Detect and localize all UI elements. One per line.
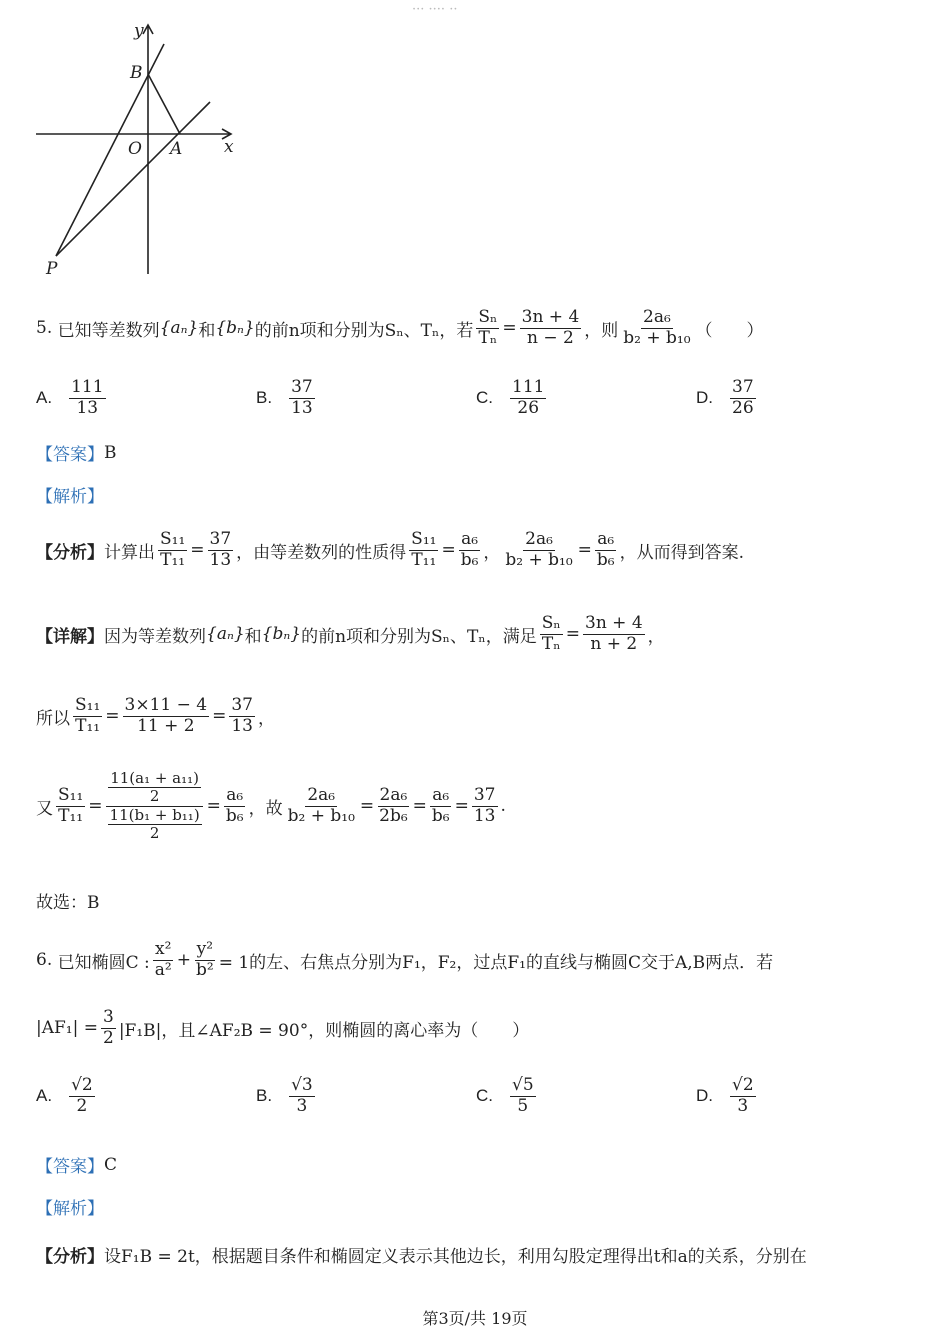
q5-stem: 5. 已知等差数列 {aₙ} 和 {bₙ} 的前n项和分别为Sₙ、Tₙ，若 $\frac{\text{Sₙ}}{\text{Tₙ}}$ = $\frac{3n + 4}{n - 2}$ ，则 $\frac{\text{2a₆}}{\text{b₂ + b₁₀}}$ （ ） [36,307,764,348]
q5-ask: $\frac{\text{2a₆}}{\text{b₂ + b₁₀}}$ [623,307,691,348]
label-o: O [128,139,142,159]
q5-option-d[interactable]: D. $\frac{37}{26}$ [696,377,754,418]
q5-big-fraction: $\frac{\frac{\text{11(a₁ + a₁₁)}}{2}}{\frac{\text{11(b₁ + b₁₁)}}{2}}$ [106,770,204,842]
q6-option-c[interactable]: C. $\frac{√5}{5}$ [476,1075,534,1116]
label-a: A [170,139,183,159]
q6-option-a[interactable]: A. $\frac{√2}{2}$ [36,1075,93,1116]
q5-option-c[interactable]: C. $\frac{111}{26}$ [476,377,545,418]
q6-fenxi: 【分析】 设F₁B = 2t，根据题目条件和椭圆定义表示其他边长，利用勾股定理得出t和a的关系，分别在 [36,1247,807,1267]
segment-ba [148,74,180,134]
q5-you: 又 $\frac{\text{S₁₁}}{\text{T₁₁}}$ = $\frac{\frac{\text{11(a₁ + a₁₁)}}{2}}{\frac{\text{11(b₁ + b₁₁)}}{2}}$ = $\frac{\text{a₆}}{\text{b₆}}$ ，故 $\frac{\text{2a₆}}{\text{b₂ + b₁₀}}$ = $\frac{\text{2a₆}}{\text{2b₆}}$ = $\frac{\text{a₆}}{\text{b₆}}$ = $\frac{37}{13}$ . [36,769,506,842]
q5-ratio: $\frac{\text{Sₙ}}{\text{Tₙ}}$ [478,307,498,348]
q6-analysis-tag: 【解析】 [36,1199,104,1219]
q6-stem: 6. 已知椭圆C : $\frac{\text{x²}}{\text{a²}}$ + $\frac{\text{y²}}{\text{b²}}$ = 1的左、右焦点分别为F₁，F₂，过点F₁的直线与椭圆C交于A,B两点．若 [36,939,774,980]
q5-choose: 故选：B [36,893,100,913]
label-x: x [224,137,234,157]
q5-answer: 【答案】 B [36,442,117,465]
q6-answer: 【答案】 C [36,1154,118,1177]
q5-analysis-tag: 【解析】 [36,487,104,507]
q5-rhs: $\frac{3n + 4}{n - 2}$ [521,307,580,348]
q6-stem-line2: |AF₁| = $\frac{3}{2}$ |F₁B|，且∠AF₂B = 90°，则椭圆的离心率为（ ） [36,1007,530,1048]
geometry-figure [30,16,250,278]
label-b: B [130,63,143,83]
page-footer: 第3页/共 19页 [422,1309,528,1328]
header-remnant: ··· ···· ·· [412,2,458,17]
q6-number: 6. [36,950,53,971]
q6-option-b[interactable]: B. $\frac{√3}{3}$ [256,1075,313,1116]
label-p: P [46,259,58,278]
q5-number: 5. [36,318,53,339]
line-pa [56,102,210,256]
label-y: y [134,21,144,41]
q5-option-a[interactable]: A. $\frac{111}{13}$ [36,377,104,418]
q5-so: 所以 $\frac{\text{S₁₁}}{\text{T₁₁}}$ = $\frac{3\times 11 - 4}{11 + 2}$ = $\frac{37}{13}$ ， [36,695,275,736]
q5-fenxi: 【分析】 计算出 $\frac{\text{S₁₁}}{\text{T₁₁}}$ = $\frac{37}{13}$ ，由等差数列的性质得 $\frac{\text{S₁₁}}{\text{T₁₁}}$ = $\frac{\text{a₆}}{\text{b₆}}$ ， $\frac{\text{2a₆}}{\text{b₂ + b₁₀}}$ = $\frac{\text{a₆}}{\text{b₆}}$ ，从而得到答案. [36,529,745,570]
q6-option-d[interactable]: D. $\frac{√2}{3}$ [696,1075,754,1116]
q5-option-b[interactable]: B. $\frac{37}{13}$ [256,377,313,418]
q5-xiangjie: 【详解】 因为等差数列 {aₙ} 和 {bₙ} 的前n项和分别为Sₙ、Tₙ，满足 $\frac{\text{Sₙ}}{\text{Tₙ}}$ = $\frac{3n + 4}{n + 2}$ ， [36,613,665,654]
